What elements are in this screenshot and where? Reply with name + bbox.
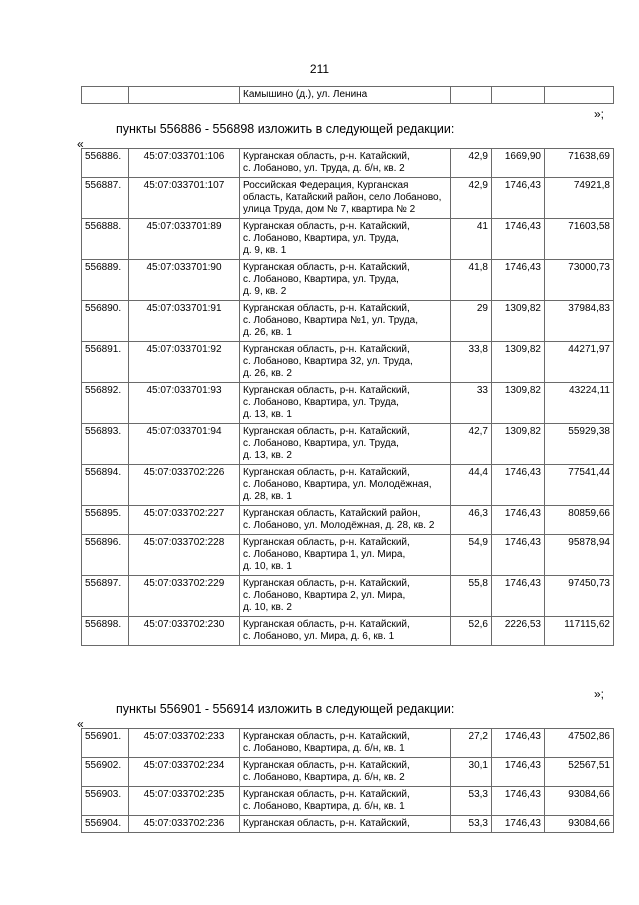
- table-row: [82, 729, 614, 758]
- area-cell: 30,1: [451, 758, 492, 787]
- rate-cell: 1746,43: [492, 729, 545, 758]
- table-row: [82, 342, 614, 383]
- rate-cell: 1746,43: [492, 465, 545, 506]
- rate-cell: 1746,43: [492, 787, 545, 816]
- address-cell: Курганская область, р-н. Катайский, с. Лобаново, Квартира, ул. Молодёжная, д. 28, кв. 1: [240, 465, 451, 506]
- area-cell: 29: [451, 301, 492, 342]
- row-number-cell: 556887.: [82, 178, 129, 219]
- rate-cell: 1309,82: [492, 342, 545, 383]
- address-cell: Курганская область, р-н. Катайский, с. Лобаново, Квартира, д. б/н, кв. 1: [240, 729, 451, 758]
- value-cell: 95878,94: [545, 535, 614, 576]
- area-cell: 53,3: [451, 787, 492, 816]
- rate-cell: 2226,53: [492, 617, 545, 646]
- row-number-cell: 556904.: [82, 816, 129, 833]
- table-row: [82, 178, 614, 219]
- area-cell: 55,8: [451, 576, 492, 617]
- rate-cell: [492, 87, 545, 104]
- area-cell: 42,7: [451, 424, 492, 465]
- table-row: [82, 787, 614, 816]
- value-cell: 71638,69: [545, 149, 614, 178]
- value-cell: 93084,66: [545, 816, 614, 833]
- table-row: [82, 149, 614, 178]
- cadastral-number-cell: 45:07:033702:228: [129, 535, 240, 576]
- value-cell: 74921,8: [545, 178, 614, 219]
- opening-quote-1: «: [77, 137, 84, 151]
- rate-cell: 1746,43: [492, 506, 545, 535]
- address-cell: Курганская область, р-н. Катайский, с. Лобаново, Квартира, ул. Труда, д. 9, кв. 2: [240, 260, 451, 301]
- address-cell: Курганская область, р-н. Катайский, с. Лобаново, ул. Мира, д. 6, кв. 1: [240, 617, 451, 646]
- table-row: [82, 219, 614, 260]
- table-row: [82, 301, 614, 342]
- cadastral-number-cell: 45:07:033702:229: [129, 576, 240, 617]
- value-cell: 37984,83: [545, 301, 614, 342]
- row-number-cell: 556892.: [82, 383, 129, 424]
- area-cell: 44,4: [451, 465, 492, 506]
- address-cell: Курганская область, р-н. Катайский, с. Лобаново, Квартира, д. б/н, кв. 2: [240, 758, 451, 787]
- row-number-cell: 556897.: [82, 576, 129, 617]
- row-number-cell: 556889.: [82, 260, 129, 301]
- rate-cell: 1669,90: [492, 149, 545, 178]
- cadastral-number-cell: 45:07:033702:230: [129, 617, 240, 646]
- value-cell: 117115,62: [545, 617, 614, 646]
- table-row: [82, 535, 614, 576]
- table-row: [82, 576, 614, 617]
- table-row: [82, 424, 614, 465]
- table-row: [82, 758, 614, 787]
- cadastral-number-cell: 45:07:033702:234: [129, 758, 240, 787]
- area-cell: 42,9: [451, 149, 492, 178]
- table-row: [82, 506, 614, 535]
- address-cell: Курганская область, р-н. Катайский, с. Лобаново, Квартира 1, ул. Мира, д. 10, кв. 1: [240, 535, 451, 576]
- address-cell: Курганская область, р-н. Катайский,: [240, 816, 451, 833]
- cadastral-number-cell: 45:07:033702:236: [129, 816, 240, 833]
- rate-cell: 1746,43: [492, 219, 545, 260]
- section-heading-1: пункты 556886 - 556898 изложить в следующей редакции:: [116, 122, 455, 136]
- row-number-cell: [82, 87, 129, 104]
- area-cell: 27,2: [451, 729, 492, 758]
- row-number-cell: 556898.: [82, 617, 129, 646]
- row-number-cell: 556888.: [82, 219, 129, 260]
- table-row: [82, 87, 614, 104]
- row-number-cell: 556893.: [82, 424, 129, 465]
- row-number-cell: 556903.: [82, 787, 129, 816]
- cadastral-number-cell: 45:07:033701:92: [129, 342, 240, 383]
- row-number-cell: 556901.: [82, 729, 129, 758]
- rate-cell: 1746,43: [492, 535, 545, 576]
- address-cell: Курганская область, р-н. Катайский, с. Лобаново, Квартира 2, ул. Мира, д. 10, кв. 2: [240, 576, 451, 617]
- property-table-1: [81, 148, 614, 646]
- table-row: [82, 260, 614, 301]
- rate-cell: 1309,82: [492, 424, 545, 465]
- address-cell: Курганская область, р-н. Катайский, с. Лобаново, Квартира №1, ул. Труда, д. 26, кв. 1: [240, 301, 451, 342]
- value-cell: 77541,44: [545, 465, 614, 506]
- cadastral-number-cell: 45:07:033701:91: [129, 301, 240, 342]
- rate-cell: 1746,43: [492, 178, 545, 219]
- cadastral-number-cell: 45:07:033702:233: [129, 729, 240, 758]
- value-cell: 47502,86: [545, 729, 614, 758]
- table-row: [82, 816, 614, 833]
- value-cell: 71603,58: [545, 219, 614, 260]
- address-cell: Курганская область, р-н. Катайский, с. Лобаново, Квартира, ул. Труда, д. 9, кв. 1: [240, 219, 451, 260]
- address-cell: Курганская область, р-н. Катайский, с. Лобаново, ул. Труда, д. б/н, кв. 2: [240, 149, 451, 178]
- table-row: [82, 617, 614, 646]
- cadastral-number-cell: 45:07:033701:89: [129, 219, 240, 260]
- row-number-cell: 556902.: [82, 758, 129, 787]
- cadastral-number-cell: [129, 87, 240, 104]
- area-cell: 41: [451, 219, 492, 260]
- value-cell: 43224,11: [545, 383, 614, 424]
- rate-cell: 1309,82: [492, 301, 545, 342]
- address-cell: Курганская область, р-н. Катайский, с. Лобаново, Квартира, д. б/н, кв. 1: [240, 787, 451, 816]
- row-number-cell: 556886.: [82, 149, 129, 178]
- cadastral-number-cell: 45:07:033702:226: [129, 465, 240, 506]
- table-row: [82, 465, 614, 506]
- cadastral-number-cell: 45:07:033702:227: [129, 506, 240, 535]
- top-table: [81, 86, 614, 104]
- property-table-2: [81, 728, 614, 833]
- rate-cell: 1746,43: [492, 758, 545, 787]
- address-cell: Курганская область, р-н. Катайский, с. Лобаново, Квартира, ул. Труда, д. 13, кв. 1: [240, 383, 451, 424]
- address-cell: Российская Федерация, Курганская область, Катайский район, село Лобаново, улица Труда, дом № 7, квартира № 2: [240, 178, 451, 219]
- rate-cell: 1746,43: [492, 576, 545, 617]
- cadastral-number-cell: 45:07:033701:90: [129, 260, 240, 301]
- cadastral-number-cell: 45:07:033701:93: [129, 383, 240, 424]
- area-cell: 53,3: [451, 816, 492, 833]
- area-cell: 33: [451, 383, 492, 424]
- cadastral-number-cell: 45:07:033702:235: [129, 787, 240, 816]
- area-cell: 54,9: [451, 535, 492, 576]
- value-cell: 80859,66: [545, 506, 614, 535]
- address-cell: Курганская область, Катайский район, с. Лобаново, ул. Молодёжная, д. 28, кв. 2: [240, 506, 451, 535]
- address-cell: Камышино (д.), ул. Ленина: [240, 87, 451, 104]
- page-number: 211: [309, 62, 330, 76]
- rate-cell: 1309,82: [492, 383, 545, 424]
- area-cell: [451, 87, 492, 104]
- area-cell: 46,3: [451, 506, 492, 535]
- address-cell: Курганская область, р-н. Катайский, с. Лобаново, Квартира, ул. Труда, д. 13, кв. 2: [240, 424, 451, 465]
- value-cell: 93084,66: [545, 787, 614, 816]
- section-heading-2: пункты 556901 - 556914 изложить в следующей редакции:: [116, 702, 455, 716]
- cadastral-number-cell: 45:07:033701:107: [129, 178, 240, 219]
- rate-cell: 1746,43: [492, 260, 545, 301]
- address-cell: Курганская область, р-н. Катайский, с. Лобаново, Квартира 32, ул. Труда, д. 26, кв. 2: [240, 342, 451, 383]
- row-number-cell: 556891.: [82, 342, 129, 383]
- value-cell: 97450,73: [545, 576, 614, 617]
- row-number-cell: 556895.: [82, 506, 129, 535]
- area-cell: 42,9: [451, 178, 492, 219]
- closing-quote-1: »;: [594, 107, 605, 121]
- closing-quote-2: »;: [594, 687, 605, 701]
- area-cell: 41,8: [451, 260, 492, 301]
- row-number-cell: 556894.: [82, 465, 129, 506]
- row-number-cell: 556890.: [82, 301, 129, 342]
- cadastral-number-cell: 45:07:033701:106: [129, 149, 240, 178]
- area-cell: 33,8: [451, 342, 492, 383]
- value-cell: [545, 87, 614, 104]
- area-cell: 52,6: [451, 617, 492, 646]
- value-cell: 73000,73: [545, 260, 614, 301]
- value-cell: 52567,51: [545, 758, 614, 787]
- value-cell: 55929,38: [545, 424, 614, 465]
- cadastral-number-cell: 45:07:033701:94: [129, 424, 240, 465]
- opening-quote-2: «: [77, 717, 84, 731]
- rate-cell: 1746,43: [492, 816, 545, 833]
- table-row: [82, 383, 614, 424]
- row-number-cell: 556896.: [82, 535, 129, 576]
- value-cell: 44271,97: [545, 342, 614, 383]
